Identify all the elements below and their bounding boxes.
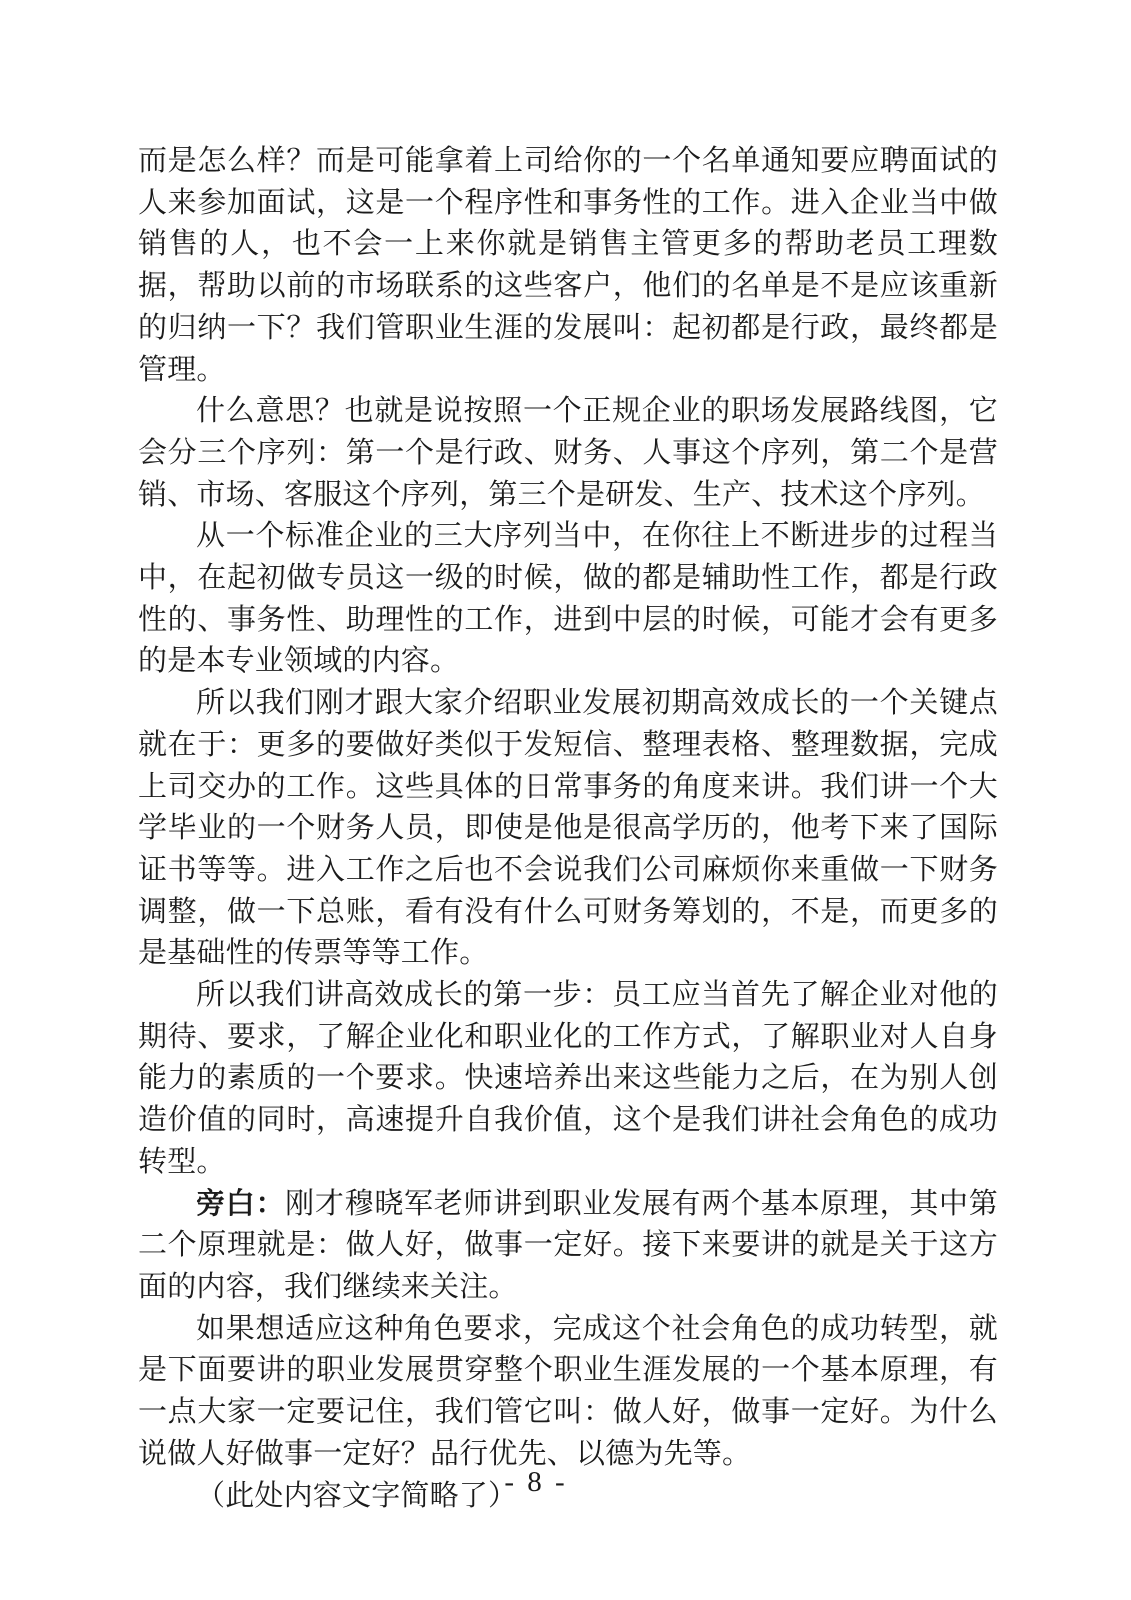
paragraph-5: 所以我们讲高效成长的第一步：员工应当首先了解企业对他的期待、要求，了解企业化和职业化的工作方式，了解职业对人自身能力的素质的一个要求。快速培养出来这些能力之后，在为别人创造价值的同时，高速提升自我价值，这个是我们讲社会角色的成功转型。 [138,979,998,1178]
paragraph-7: 如果想适应这种角色要求，完成这个社会角色的成功转型，就是下面要讲的职业发展贯穿整个职业生涯发展的一个基本原理，有一点大家一定要记住，我们管它叫：做人好，做事一定好。为什么说做人好做事一定好？品行优先、以德为先等。 [138,1312,998,1470]
page-number: - 8 - [504,1466,568,1498]
paragraph-2: 什么意思？也就是说按照一个正规企业的职场发展路线图，它会分三个序列：第一个是行政、财务、人事这个序列，第二个是营销、市场、客服这个序列，第三个是研发、生产、技术这个序列。 [138,395,998,511]
narrator-label: 旁白： [196,1187,286,1220]
paragraph-1: 而是怎么样？而是可能拿着上司给你的一个名单通知要应聘面试的人来参加面试，这是一个程序性和事务性的工作。进入企业当中做销售的人，也不会一上来你就是销售主管更多的帮助老员工理数据，帮助以前的市场联系的这些客户，他们的名单是不是应该重新的归纳一下？我们管职业生涯的发展叫：起初都是行政，最终都是管理。 [138,145,998,386]
narrator-text: 刚才穆晓军老师讲到职业发展有两个基本原理，其中第二个原理就是：做人好，做事一定好。接下来要讲的就是关于这方面的内容，我们继续来关注。 [138,1187,998,1303]
paragraph-3: 从一个标准企业的三大序列当中，在你往上不断进步的过程当中，在起初做专员这一级的时候，做的都是辅助性工作，都是行政性的、事务性、助理性的工作，进到中层的时候，可能才会有更多的是本专业领域的内容。 [138,520,998,678]
page-body-text [138,141,998,1517]
paragraph-8-abridged-note: （此处内容文字简略了） [196,1479,518,1512]
paragraph-6-narrator [138,1184,998,1309]
paragraph-4: 所以我们刚才跟大家介绍职业发展初期高效成长的一个关键点就在于：更多的要做好类似于发短信、整理表格、整理数据，完成上司交办的工作。这些具体的日常事务的角度来讲。我们讲一个大学毕业的一个财务人员，即使是他是很高学历的，他考下来了国际证书等等。进入工作之后也不会说我们公司麻烦你来重做一下财务调整，做一下总账，看有没有什么可财务筹划的，不是，而更多的是基础性的传票等等工作。 [138,687,998,970]
